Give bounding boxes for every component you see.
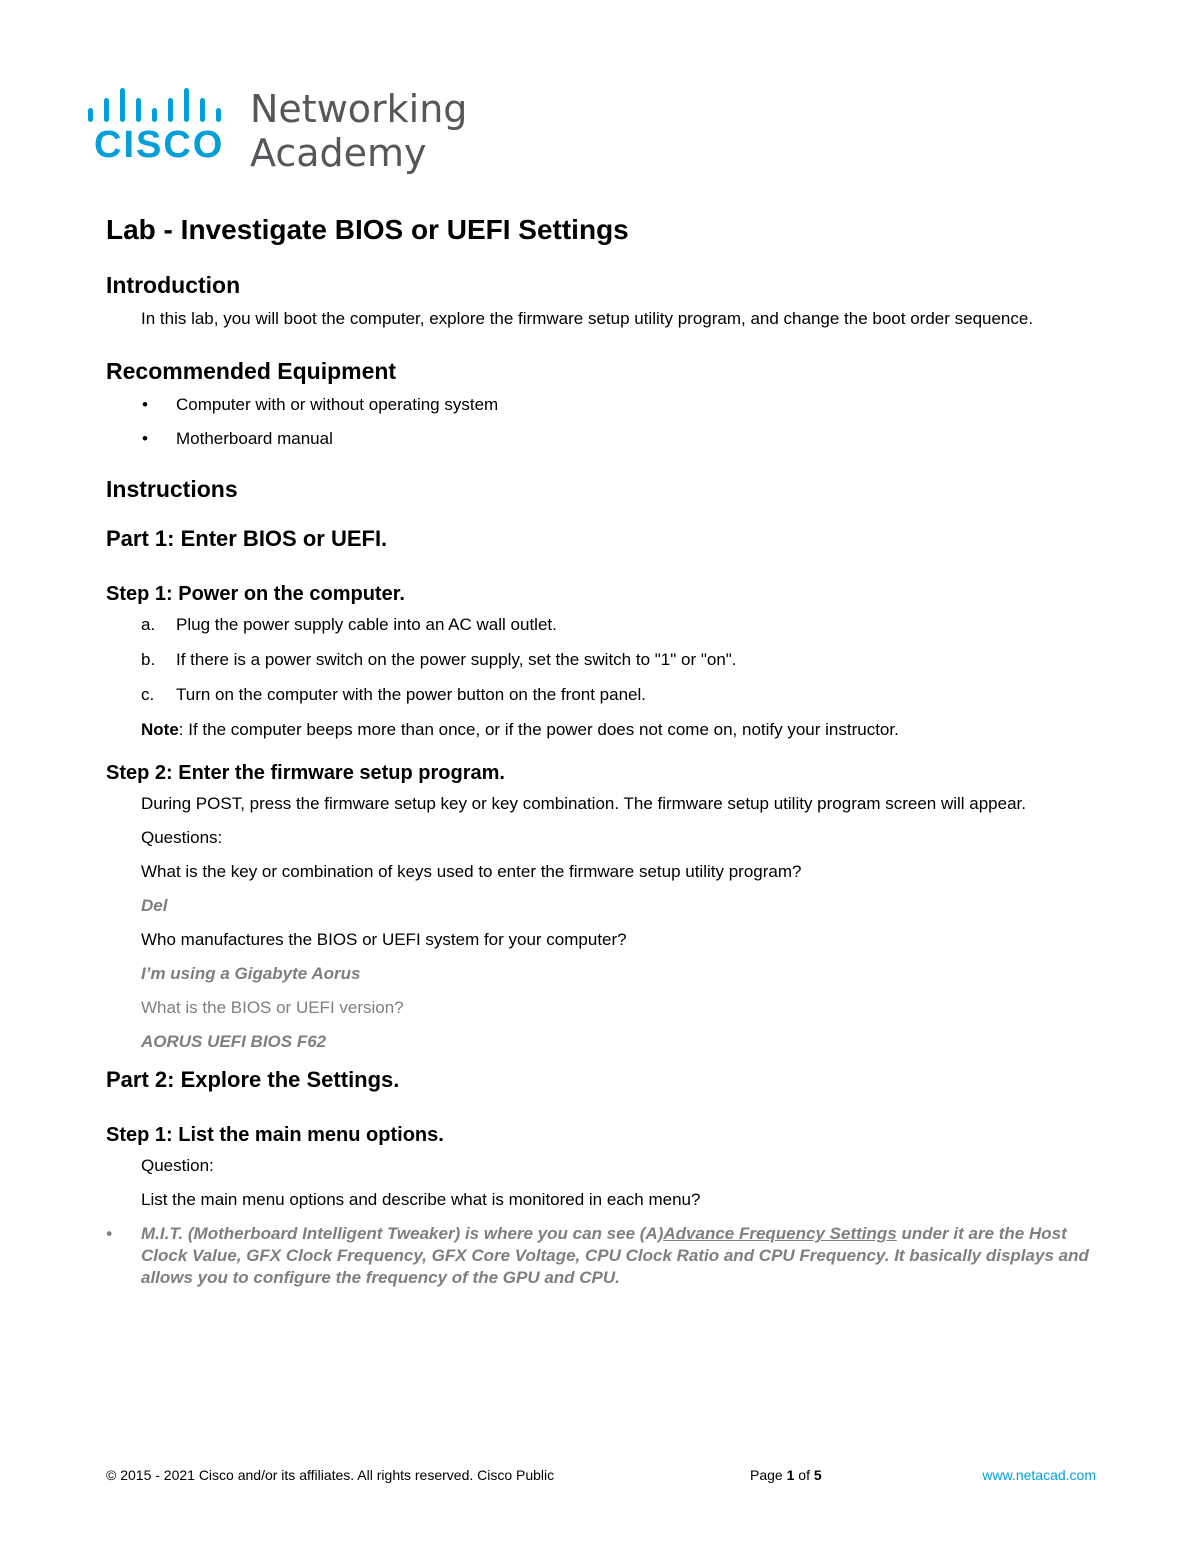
question-1: What is the key or combination of keys used to enter the firmware setup utility program? <box>141 862 802 881</box>
answer-2: I’m using a Gigabyte Aorus <box>141 964 361 983</box>
answer-3: AORUS UEFI BIOS F62 <box>141 1032 327 1051</box>
logo-networking-text: Networking <box>250 87 468 131</box>
list-item: • Computer with or without operating system <box>106 394 1106 416</box>
menu-answer: • M.I.T. (Motherboard Intelligent Tweaker) is where you can see (A)Advance Frequency Settings under it are the Host Clock Value, GFX Clock Frequency, GFX Core Voltage, CPU Clock Ratio and CPU Frequency. It basically displays and allows you to configure the frequency of the GPU and CPU. <box>106 1224 1089 1287</box>
document-content <box>106 212 1106 1289</box>
power-note: Note: If the computer beeps more than once, or if the power does not come on, notify your instructor. <box>141 720 899 739</box>
question-3: What is the BIOS or UEFI version? <box>141 998 404 1017</box>
part1-step2-heading: Step 2: Enter the firmware setup program. <box>106 762 505 784</box>
part1-step1-heading: Step 1: Power on the computer. <box>106 583 405 605</box>
equipment-heading: Recommended Equipment <box>106 358 397 384</box>
list-item: c. Turn on the computer with the power button on the front panel. <box>141 685 646 704</box>
page-title: Lab - Investigate BIOS or UEFI Settings <box>106 214 629 245</box>
answer-1: Del <box>141 896 168 915</box>
logo-academy-text: Academy <box>250 131 427 175</box>
question-2: Who manufactures the BIOS or UEFI system for your computer? <box>141 930 627 949</box>
list-item: • Motherboard manual <box>106 428 1106 450</box>
introduction-heading: Introduction <box>106 272 241 298</box>
page-footer <box>106 1465 1096 1487</box>
list-item: b. If there is a power switch on the power supply, set the switch to "1" or "on". <box>141 650 737 669</box>
page-number: Page 1 of 5 <box>750 1467 822 1483</box>
part2-heading: Part 2: Explore the Settings. <box>106 1067 400 1092</box>
copyright-text: © 2015 - 2021 Cisco and/or its affiliates. All rights reserved. Cisco Public <box>106 1467 555 1483</box>
step2-text: During POST, press the firmware setup key or key combination. The firmware setup utility program screen will appear. <box>141 794 1026 813</box>
questions-label: Questions: <box>141 828 223 847</box>
menu-question: List the main menu options and describe what is monitored in each menu? <box>141 1190 701 1209</box>
part2-step1-heading: Step 1: List the main menu options. <box>106 1124 444 1146</box>
instructions-heading: Instructions <box>106 476 238 502</box>
question-label: Question: <box>141 1156 214 1175</box>
introduction-text: In this lab, you will boot the computer, explore the firmware setup utility program, and change the boot order sequence. <box>141 309 1034 328</box>
bullet-icon: • <box>106 1224 112 1243</box>
list-item: a. Plug the power supply cable into an AC wall outlet. <box>141 615 557 634</box>
advance-frequency-settings-link: Advance Frequency Settings <box>663 1224 897 1243</box>
netacad-link[interactable]: www.netacad.com <box>982 1467 1096 1483</box>
cisco-wordmark: CISCO <box>94 124 225 166</box>
cisco-bars-icon <box>84 86 236 128</box>
power-on-steps <box>106 614 1106 706</box>
part1-heading: Part 1: Enter BIOS or UEFI. <box>106 526 388 551</box>
cisco-networking-academy-logo <box>84 86 484 182</box>
equipment-list <box>106 394 1106 450</box>
